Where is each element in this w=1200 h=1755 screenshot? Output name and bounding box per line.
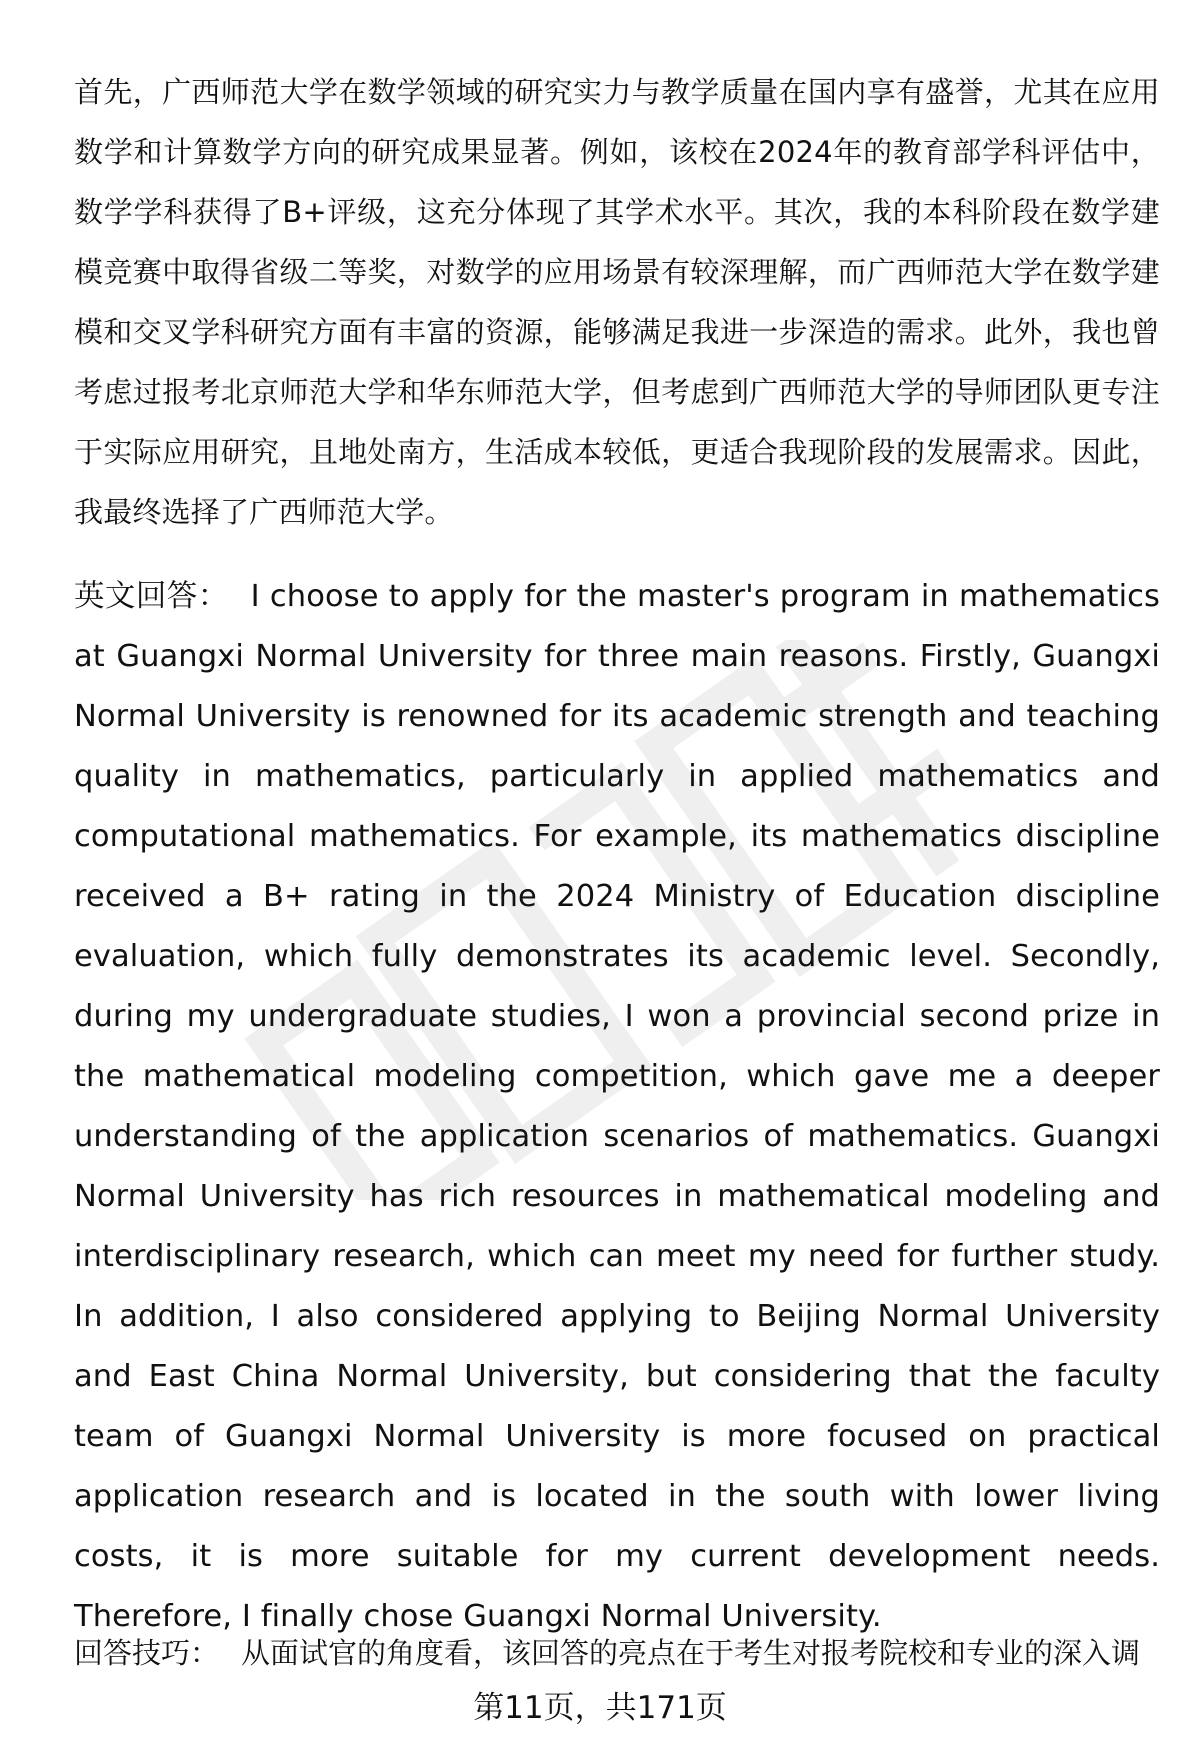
- english-answer-paragraph: [74, 567, 1160, 1647]
- english-answer-text: I choose to apply for the master's program in mathematics at Guangxi Normal University for three main reasons. Firstly, Guangxi Normal University is renowned for its academic strength and teaching quality in mathematics, particularly in applied mathematics and computational mathematics. For example, its mathematics discipline received a B+ rating in the 2024 Ministry of Education discipline evaluation, which fully demonstrates its academic level. Secondly, during my undergraduate studies, I won a provincial second prize in the mathematical modeling competition, which gave me a deeper understanding of the application scenarios of mathematics. Guangxi Normal University has rich resources in mathematical modeling and interdisciplinary research, which can meet my need for further study. In addition, I also considered applying to Beijing Normal University and East China Normal University, but considering that the faculty team of Guangxi Normal University is more focused on practical application research and is located in the south with lower living costs, it is more suitable for my current development needs. Therefore, I finally chose Guangxi Normal University.: [74, 579, 1161, 1634]
- answer-tips-label: 回答技巧：: [74, 1636, 220, 1670]
- answer-tips-paragraph: [74, 1623, 1160, 1683]
- answer-tips-text: 从面试官的角度看，该回答的亮点在于考生对报考院校和专业的深入调: [241, 1636, 1141, 1670]
- english-answer-label: 英文回答：: [74, 579, 229, 614]
- page-number-footer: 第11页，共171页: [473, 1690, 727, 1726]
- chinese-paragraph: 首先，广西师范大学在数学领域的研究实力与教学质量在国内享有盛誉，尤其在应用数学和计算数学方向的研究成果显著。例如，该校在2024年的教育部学科评估中，数学学科获得了B+评级，这充分体现了其学术水平。其次，我的本科阶段在数学建模竞赛中取得省级二等奖，对数学的应用场景有较深理解，而广西师范大学在数学建模和交叉学科研究方面有丰富的资源，能够满足我进一步深造的需求。此外，我也曾考虑过报考北京师范大学和华东师范大学，但考虑到广西师范大学的导师团队更专注于实际应用研究，且地处南方，生活成本较低，更适合我现阶段的发展需求。因此，我最终选择了广西师范大学。: [74, 75, 1160, 529]
